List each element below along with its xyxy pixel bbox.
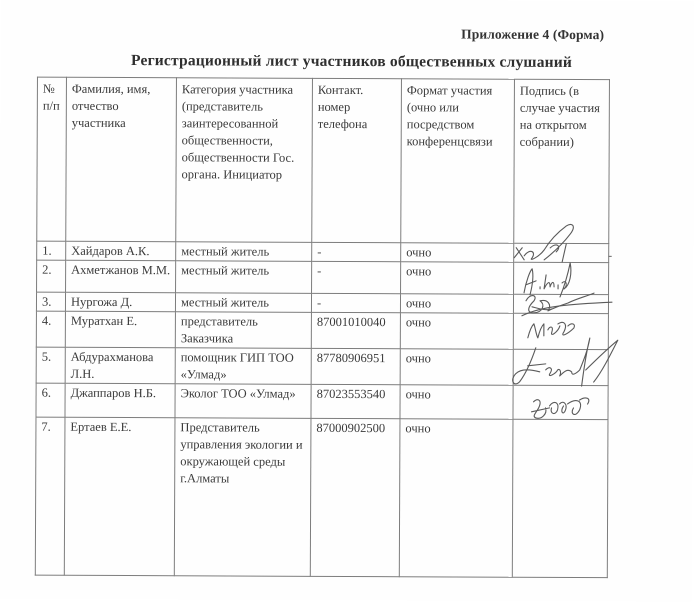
table-row [36, 383, 608, 419]
cell-name: Хайдаров А.К. [66, 241, 176, 260]
header-name: Фамилия, имя, отчество участника [66, 77, 177, 241]
cell-phone: - [312, 261, 401, 293]
cell-num: 1. [37, 241, 66, 260]
appendix-label: Приложение 4 (Форма) [461, 26, 605, 43]
cell-format: очно [400, 294, 513, 313]
header-format: Формат участия (очно или посредством конференцсвязи [401, 79, 515, 243]
cell-signature [513, 349, 608, 385]
table-row [37, 260, 609, 294]
header-phone: Контакт. номер телефона [312, 78, 402, 242]
extra-mark: - [608, 248, 613, 263]
cell-phone: 87000902500 [310, 418, 400, 576]
cell-format: очно [400, 385, 513, 419]
header-signature: Подпись (в случае участия на открытом собрании) [514, 79, 610, 243]
cell-signature [513, 385, 608, 419]
cell-category: местный житель [176, 261, 312, 294]
cell-phone: - [312, 242, 401, 261]
cell-name: Ахметжанов М.М. [66, 260, 176, 292]
cell-name: Джаппаров Н.Б. [65, 383, 175, 417]
cell-signature [514, 243, 613, 263]
cell-phone: - [311, 293, 400, 312]
cell-phone: 87023553540 [311, 384, 400, 418]
cell-signature [514, 262, 609, 294]
cell-format: очно [400, 349, 513, 385]
table-row [36, 347, 608, 385]
cell-format: очно [400, 313, 513, 349]
cell-name: Нургожа Д. [65, 292, 175, 311]
header-num: № п/п [37, 77, 67, 241]
cell-category: Представитель управления экологии и окружающей среды г.Алматы [174, 418, 311, 577]
cell-category: помощник ГИП ТОО «Улмад» [175, 348, 311, 385]
cell-num: 2. [37, 260, 66, 292]
cell-format: очно [399, 419, 513, 577]
table-row [35, 417, 608, 577]
cell-signature [513, 294, 608, 313]
cell-format: очно [401, 262, 514, 294]
cell-num: 3. [36, 292, 65, 311]
document-title: Регистрационный лист участников общественных слушаний [131, 52, 573, 71]
header-category: Категория участника (представитель заинтересованной общественности, общественности Гос. органа. Инициатор [176, 78, 313, 243]
header-row [37, 77, 610, 243]
cell-format: очно [401, 243, 514, 262]
cell-num: 7. [35, 417, 65, 575]
table-row [36, 292, 608, 313]
cell-num: 6. [36, 383, 65, 417]
cell-name: Муратхан Е. [65, 311, 175, 347]
cell-num: 5. [36, 347, 65, 383]
cell-signature [512, 419, 608, 577]
cell-phone: 87780906951 [311, 348, 400, 384]
table-row [37, 241, 609, 262]
cell-category: местный житель [176, 242, 312, 262]
cell-phone: 87001010040 [311, 312, 400, 348]
cell-category: Эколог ТОО «Улмад» [175, 384, 311, 419]
table-row [36, 311, 608, 349]
registration-table [35, 77, 613, 578]
cell-category: представитель Заказчика [175, 312, 311, 349]
cell-name: Абдурахманова Л.Н. [65, 347, 175, 383]
cell-signature [513, 313, 608, 349]
cell-name: Ертаев Е.Е. [64, 417, 175, 575]
cell-category: местный житель [175, 293, 311, 313]
cell-num: 4. [36, 311, 65, 347]
